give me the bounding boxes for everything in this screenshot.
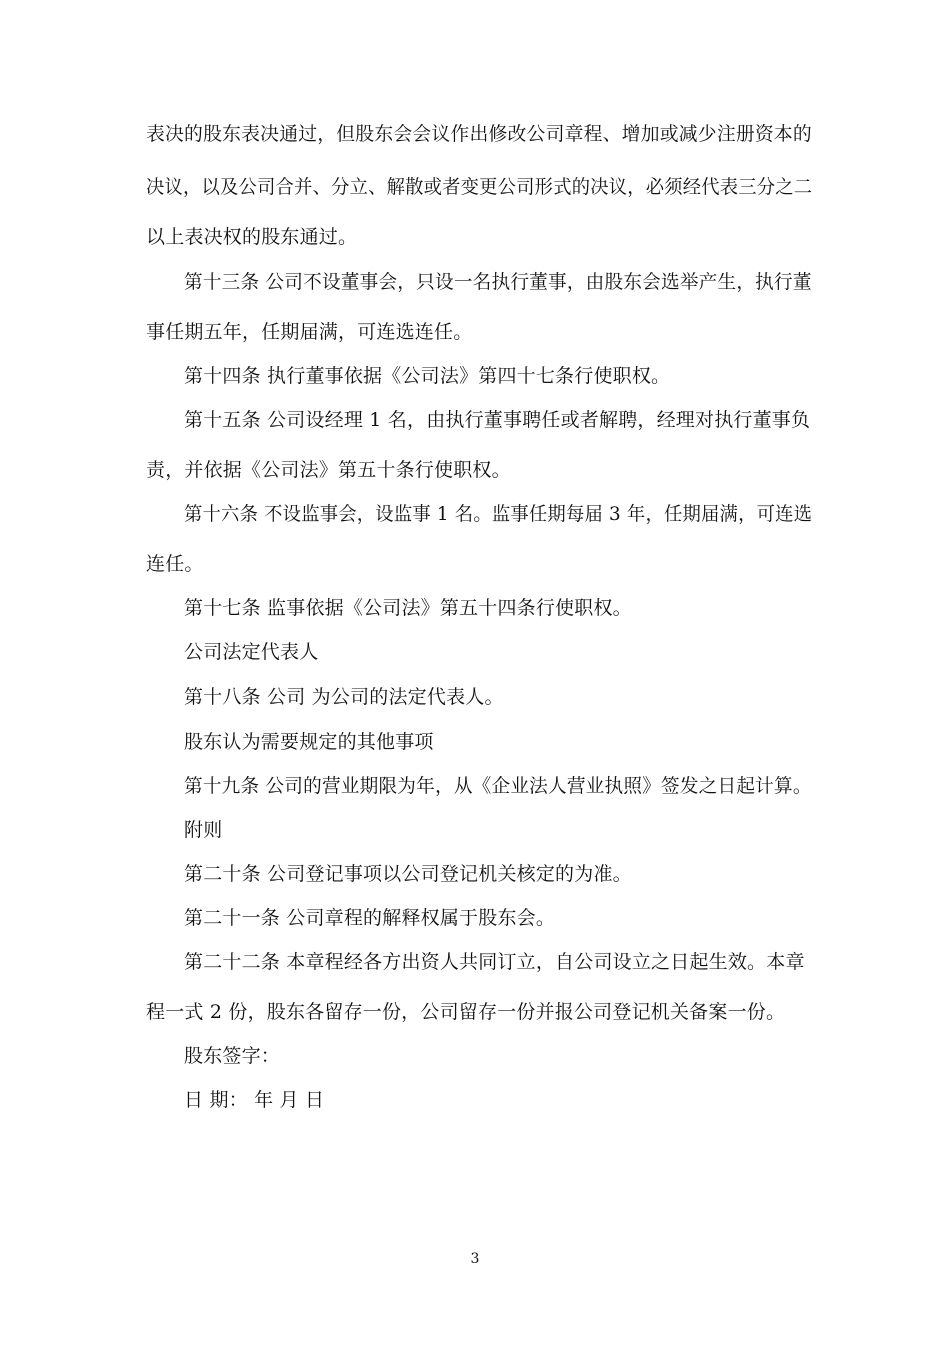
article-21: 第二十一条 公司章程的解释权属于股东会。	[184, 907, 556, 929]
paragraph-line: 责，并依据《公司法》第五十条行使职权。	[146, 459, 511, 481]
article-13: 第十三条 公司不设董事会，只设一名执行董事，由股东会选举产生，执行董	[184, 271, 812, 293]
article-22: 第二十二条 本章程经各方出资人共同订立，自公司设立之日起生效。本章	[184, 951, 805, 973]
paragraph-line: 程一式 2 份，股东各留存一份，公司留存一份并报公司登记机关备案一份。	[146, 1001, 786, 1023]
article-18: 第十八条 公司 为公司的法定代表人。	[184, 686, 504, 708]
date-line: 日 期： 年 月 日	[184, 1089, 325, 1111]
article-19: 第十九条 公司的营业期限为年，从《企业法人营业执照》签发之日起计算。	[184, 775, 812, 797]
article-20: 第二十条 公司登记事项以公司登记机关核定的为准。	[184, 863, 632, 885]
shareholder-signature-label: 股东签字：	[184, 1045, 281, 1067]
paragraph-line: 以上表决权的股东通过。	[146, 226, 358, 248]
page-number: 3	[470, 1251, 480, 1267]
article-15: 第十五条 公司设经理 1 名，由执行董事聘任或者解聘，经理对执行董事负	[184, 409, 811, 431]
paragraph-line: 决议，以及公司合并、分立、解散或者变更公司形式的决议，必须经代表三分之二	[146, 176, 813, 198]
section-heading: 股东认为需要规定的其他事项	[184, 731, 434, 753]
paragraph-line: 表决的股东表决通过，但股东会会议作出修改公司章程、增加或减少注册资本的	[146, 123, 812, 145]
paragraph-line: 连任。	[146, 553, 204, 575]
article-17: 第十七条 监事依据《公司法》第五十四条行使职权。	[184, 597, 632, 619]
paragraph-line: 事任期五年，任期届满，可连选连任。	[146, 321, 473, 343]
section-heading: 公司法定代表人	[184, 641, 319, 663]
article-14: 第十四条 执行董事依据《公司法》第四十七条行使职权。	[184, 365, 671, 387]
article-16: 第十六条 不设监事会，设监事 1 名。监事任期每届 3 年，任期届满，可连选	[184, 503, 813, 525]
section-heading: 附则	[184, 819, 223, 841]
